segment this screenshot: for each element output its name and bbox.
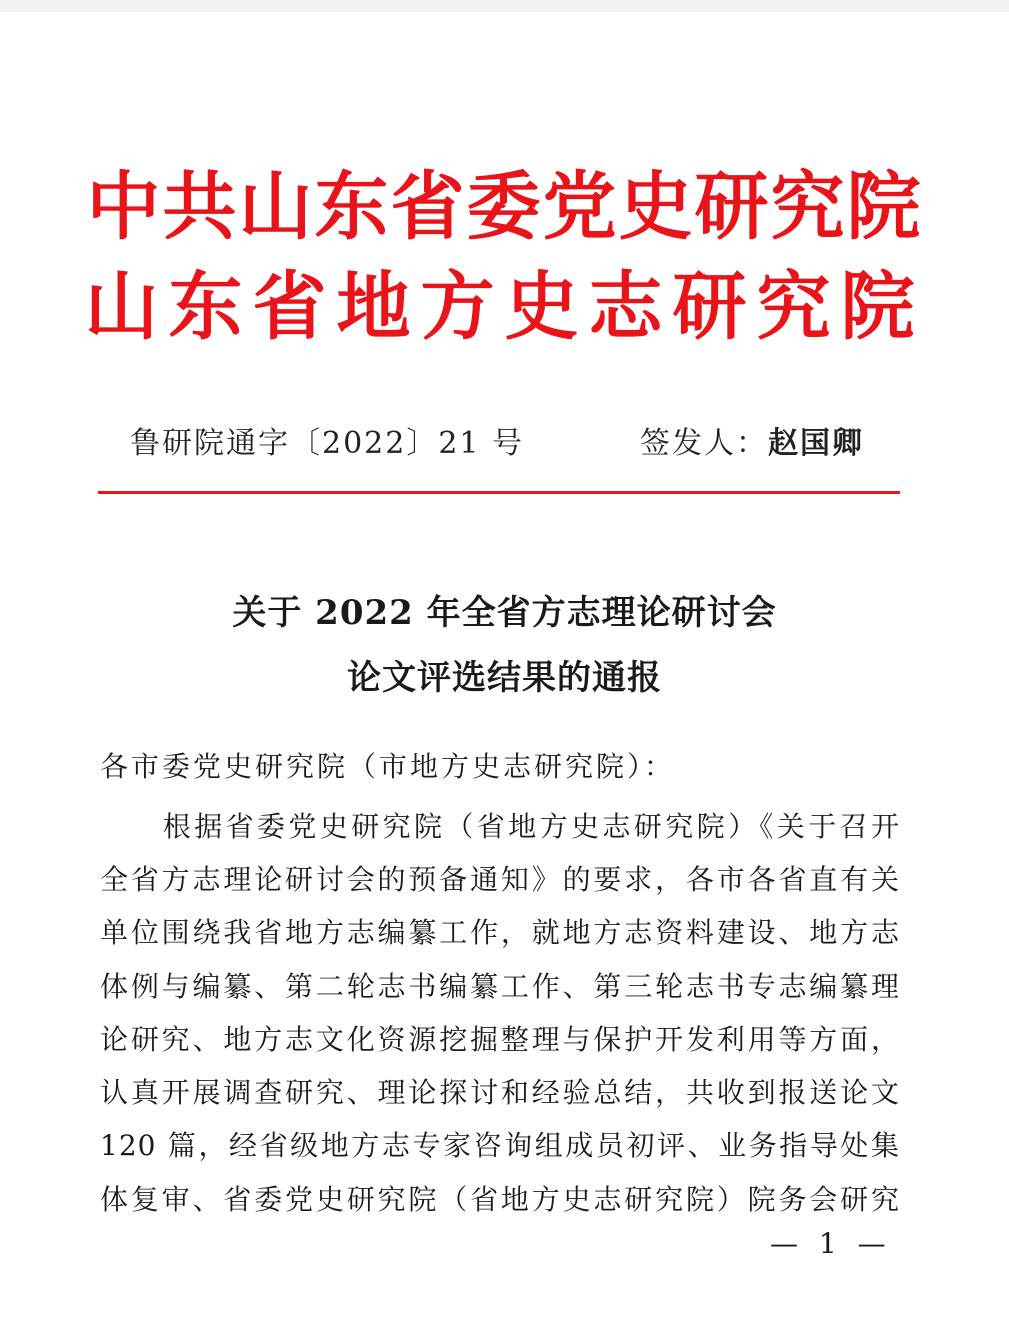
body-line: 单位围绕我省地方志编纂工作，就地方志资料建设、地方志 [100,916,900,949]
document-number: 鲁研院通字〔2022〕21 号 [130,426,525,461]
document-title-line-2: 论文评选结果的通报 [347,658,662,698]
body-line: 体例与编纂、第二轮志书编纂工作、第三轮志书专志编纂理 [100,970,900,1003]
body-line: 全省方志理论研讨会的预备通知》的要求，各市各省直有关 [100,863,900,896]
body-line: 体复审、省委党史研究院（省地方史志研究院）院务会研究 [100,1183,900,1216]
body-line: 认真开展调查研究、理论探讨和经验总结，共收到报送论文 [100,1076,900,1109]
issuer-header-line-2: 山东省地方史志研究院 [84,264,925,350]
document-page [0,12,1009,1330]
document-title-line-1: 关于 2022 年全省方志理论研讨会 [232,593,777,633]
signer-name: 赵国卿 [768,426,864,461]
body-line: 根据省委党史研究院（省地方史志研究院）《关于召开 [100,810,900,843]
salutation: 各市委党史研究院（市地方史志研究院）： [100,750,676,783]
signer-label: 签发人： [640,426,768,461]
page-number: — 1 — [770,1227,892,1260]
issuer-header-line-1: 中共山东省委党史研究院 [86,164,923,250]
body-line: 论研究、地方志文化资源挖掘整理与保护开发利用等方面， [100,1023,900,1056]
body-line: 120 篇，经省级地方志专家咨询组成员初评、业务指导处集 [100,1129,900,1162]
signer [640,424,864,464]
header-divider [98,491,900,494]
